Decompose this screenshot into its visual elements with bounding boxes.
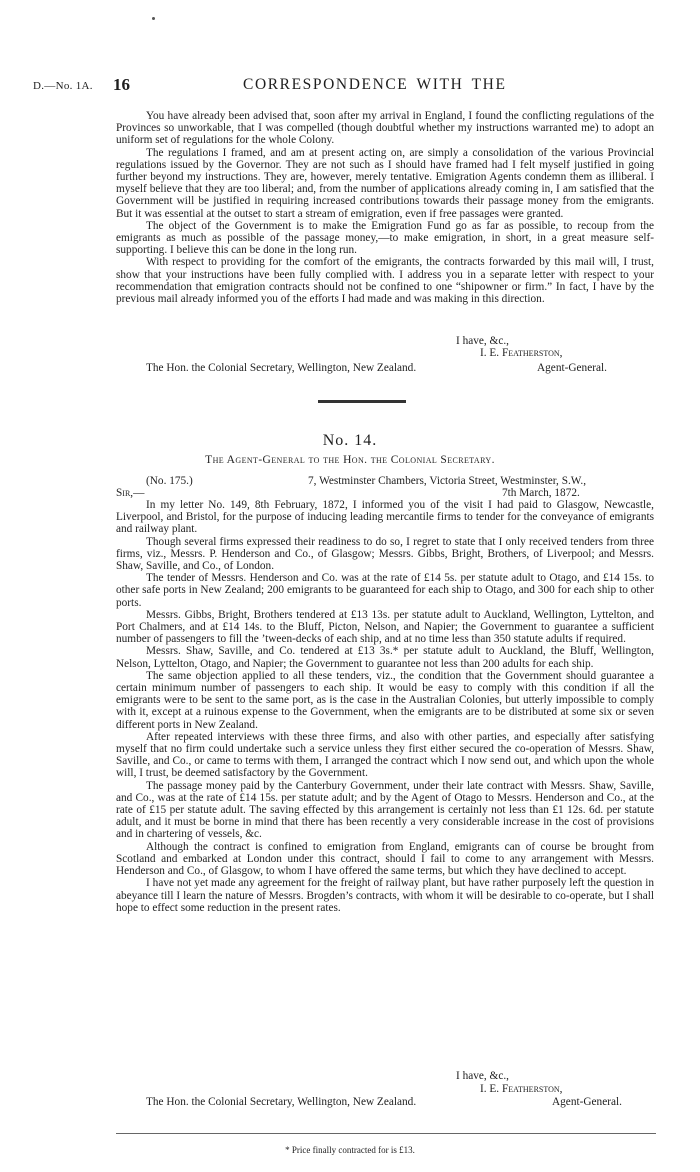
- sender-address: 7, Westminster Chambers, Victoria Street, Westminster, S.W.,: [308, 475, 587, 487]
- page-header: [33, 75, 655, 97]
- paragraph: With respect to providing for the comfort of the emigrants, the contracts forwarded by this mail will, I trust, show that your instructions have been fully complied with. I address you in a separate letter with respect to your recommendation that emigration contracts should not be confined to one “shipowner or firm.” In fact, I have by the previous mail already informed you of the efforts I had made and was making in this direction.: [116, 256, 654, 306]
- ink-speck: [152, 17, 155, 20]
- paragraph: The regulations I framed, and am at present acting on, are simply a consolidation of the various Provincial regulations issued by the Governor. They are not such as I should have framed had I felt myself justified in going further beyond my instructions. They are, however, merely tentative. Emigration Agents condemn them as illiberal. I myself believe that they are too liberal; and, from the number of applications already coming in, I am satisfied that the Government will be justified in requiring increased contributions towards their passage money from the emigrants. But it was essential at the outset to start a stream of emigration, even if free passages were granted.: [116, 146, 654, 220]
- page-number: 16: [113, 75, 130, 94]
- letter-date: 7th March, 1872.: [502, 487, 580, 499]
- letter-subheading: The Agent-General to the Hon. the Colonial Secretary.: [205, 454, 495, 466]
- letter-14-body: [116, 499, 654, 914]
- signatory-title: Agent-General.: [552, 1096, 622, 1108]
- paragraph: Messrs. Gibbs, Bright, Brothers tendered at £13 13s. per statute adult to Auckland, Wellington, Lyttelton, and Port Chalmers, and at £14 14s. to the Bluff, Picton, Nelson, and Napier; the Government to guarantee a sufficient number of passengers to fill the ’tween-decks of each ship, and at no time less than 350 statute adults if required.: [116, 608, 654, 646]
- paragraph: I have not yet made any agreement for the freight of railway plant, but have rather purposely left the question in abeyance till I learn the nature of Messrs. Brogden’s contracts, with whom it will be desirable to co-operate, but I shall hope to effect some reduction in the present rates.: [116, 877, 654, 914]
- paragraph: Messrs. Shaw, Saville, and Co. tendered at £13 3s.* per statute adult to Auckland, the Bluff, Wellington, Nelson, Lyttelton, Otago, and Napier; the Government to guarantee not less than 200 adults for each ship.: [116, 645, 654, 670]
- running-title: CORRESPONDENCE WITH THE: [243, 76, 507, 93]
- closing: I have, &c.,: [456, 1070, 510, 1082]
- paragraph: You have already been advised that, soon after my arrival in England, I found the conflicting regulations of the Provinces so unworkable, that I was compelled (though doubtful whether my instructions warranted me) to adopt an uniform set of regulations for the whole Colony.: [116, 110, 654, 147]
- paragraph: In my letter No. 149, 8th February, 1872, I informed you of the visit I had paid to Glasgow, Newcastle, Liverpool, and Bristol, for the purpose of inducing leading mercantile firms to tender for the conveyance of emigrants and railway plant.: [116, 499, 654, 536]
- paragraph: After repeated interviews with these three firms, and also with other parties, and especially after satisfying myself that no firm could undertake such a service unless they first either secured the co-operation of Messrs. Shaw, Saville, and Co., or came to terms with them, I arranged the contract which I now send out, and which upon the whole will, I trust, be deemed satisfactory by the Government.: [116, 730, 654, 780]
- document-reference: D.—No. 1A.: [33, 80, 93, 92]
- paragraph: The tender of Messrs. Henderson and Co. was at the rate of £14 5s. per statute adult to Otago, and £14 15s. to other safe ports in New Zealand; 200 emigrants to be guaranteed for each ship to Otago, and 300 for each ship to other ports.: [116, 572, 654, 609]
- closing: I have, &c.,: [456, 335, 510, 347]
- paragraph: The object of the Government is to make the Emigration Fund go as far as possible, to recoup from the emigrants as much as possible of the passage money,—to make emigration, in short, in a great measure self-supporting. I believe this can be done in the long run.: [116, 219, 654, 257]
- paragraph: Though several firms expressed their readiness to do so, I regret to state that I only received tenders from three firms, viz., Messrs. P. Henderson and Co., of Glasgow; Messrs. Gibbs, Bright, Brothers, of Liverpool; and Messrs. Shaw, Saville, and Co., of London.: [116, 535, 654, 573]
- paragraph: The passage money paid by the Canterbury Government, under their late contract with Messrs. Shaw, Saville, and Co., was at the rate of £14 15s. per statute adult; and by the Agent of Otago to Messrs. Henderson and Co., at the rate of £15 per statute adult. The saving effected by this arrangement is certainly not less than £1 12s. 6d. per statute adult, and it must be borne in mind that there has been recently a very considerable increase in the cost of provisions and in chartering of vessels, &c.: [116, 779, 654, 841]
- signature: I. E. Featherston,: [480, 347, 563, 359]
- paragraph: The same objection applied to all these tenders, viz., the condition that the Government should guarantee a certain minimum number of passengers to each ship. It would be easy to comply with this condition if all the emigrants were to be sent to the same port, as is the case in the Australian Colonies, but utterly impossible to comply with it, except at a ruinous expense to the Government, when the emigrants are to be distributed at some six or seven different ports in New Zealand.: [116, 669, 654, 731]
- paragraph: Although the contract is confined to emigration from England, emigrants can of course be brought from Scotland and embarked at London under this contract, should I fail to come to any arrangement with Messrs. Henderson and Co., of Glasgow, to whom I have offered the same terms, but which they have declined to accept.: [116, 840, 654, 878]
- letter-13-body: [116, 110, 654, 305]
- letter-number: No. 14.: [322, 432, 378, 449]
- footnote-rule: [116, 1133, 656, 1134]
- section-divider: [318, 400, 406, 403]
- signature: I. E. Featherston,: [480, 1083, 563, 1095]
- footnote: * Price finally contracted for is £13.: [285, 1145, 415, 1155]
- letter-reference: (No. 175.): [146, 475, 193, 487]
- salutation: Sir,—: [116, 487, 145, 499]
- addressee: The Hon. the Colonial Secretary, Wellington, New Zealand.: [146, 362, 417, 374]
- addressee: The Hon. the Colonial Secretary, Wellington, New Zealand.: [146, 1096, 417, 1108]
- signatory-title: Agent-General.: [537, 362, 607, 374]
